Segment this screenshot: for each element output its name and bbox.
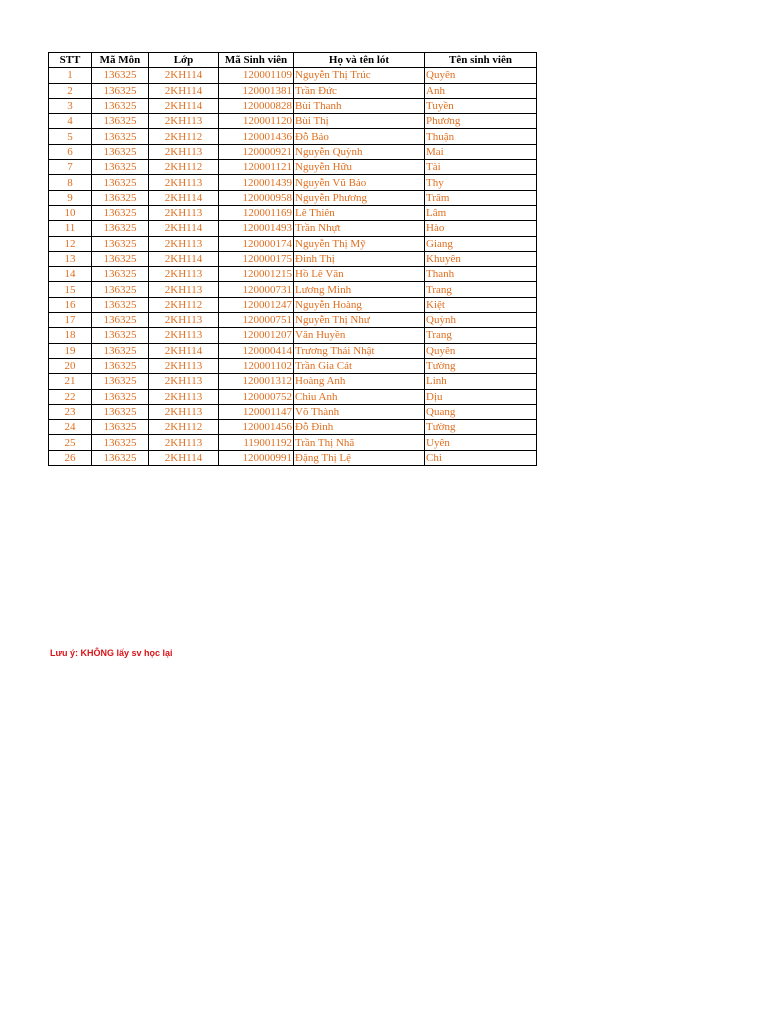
stt-cell: 2 xyxy=(49,83,92,98)
table-body xyxy=(49,68,537,466)
ho-ten-lot-cell: Chiu Anh xyxy=(294,389,425,404)
ten-sinh-vien-cell: Quang xyxy=(425,404,537,419)
header-stt: STT xyxy=(49,53,92,68)
ma-mon-cell: 136325 xyxy=(92,297,149,312)
ma-sinh-vien-cell: 120000175 xyxy=(219,251,294,266)
header-ma-mon: Mã Môn xyxy=(92,53,149,68)
table-row xyxy=(49,129,537,144)
ma-mon-cell: 136325 xyxy=(92,144,149,159)
lop-cell: 2KH113 xyxy=(149,389,219,404)
header-ten-sinh-vien: Tên sinh viên xyxy=(425,53,537,68)
lop-cell: 2KH113 xyxy=(149,144,219,159)
stt-cell: 12 xyxy=(49,236,92,251)
table-row xyxy=(49,114,537,129)
stt-cell: 25 xyxy=(49,435,92,450)
lop-cell: 2KH113 xyxy=(149,374,219,389)
ma-mon-cell: 136325 xyxy=(92,404,149,419)
header-lop: Lớp xyxy=(149,53,219,68)
ma-sinh-vien-cell: 120000731 xyxy=(219,282,294,297)
lop-cell: 2KH113 xyxy=(149,313,219,328)
ten-sinh-vien-cell: Tường xyxy=(425,420,537,435)
lop-cell: 2KH113 xyxy=(149,404,219,419)
ma-sinh-vien-cell: 120001147 xyxy=(219,404,294,419)
table-row xyxy=(49,221,537,236)
ma-sinh-vien-cell: 120001121 xyxy=(219,160,294,175)
lop-cell: 2KH114 xyxy=(149,221,219,236)
ten-sinh-vien-cell: Lâm xyxy=(425,205,537,220)
ma-sinh-vien-cell: 120001120 xyxy=(219,114,294,129)
ten-sinh-vien-cell: Tuyền xyxy=(425,98,537,113)
lop-cell: 2KH114 xyxy=(149,68,219,83)
ma-mon-cell: 136325 xyxy=(92,129,149,144)
ma-sinh-vien-cell: 120001493 xyxy=(219,221,294,236)
ma-mon-cell: 136325 xyxy=(92,98,149,113)
stt-cell: 22 xyxy=(49,389,92,404)
student-table xyxy=(48,52,537,466)
table-row xyxy=(49,205,537,220)
ma-sinh-vien-cell: 120000921 xyxy=(219,144,294,159)
stt-cell: 21 xyxy=(49,374,92,389)
stt-cell: 5 xyxy=(49,129,92,144)
ma-sinh-vien-cell: 120001381 xyxy=(219,83,294,98)
table-row xyxy=(49,404,537,419)
ten-sinh-vien-cell: Trâm xyxy=(425,190,537,205)
table-row xyxy=(49,160,537,175)
ma-mon-cell: 136325 xyxy=(92,190,149,205)
ma-mon-cell: 136325 xyxy=(92,160,149,175)
table-row xyxy=(49,190,537,205)
ten-sinh-vien-cell: Hào xyxy=(425,221,537,236)
ten-sinh-vien-cell: Tường xyxy=(425,358,537,373)
ho-ten-lot-cell: Nguyễn Quỳnh xyxy=(294,144,425,159)
ho-ten-lot-cell: Hồ Lê Văn xyxy=(294,267,425,282)
ten-sinh-vien-cell: Thy xyxy=(425,175,537,190)
stt-cell: 26 xyxy=(49,450,92,465)
lop-cell: 2KH114 xyxy=(149,190,219,205)
lop-cell: 2KH113 xyxy=(149,114,219,129)
ma-mon-cell: 136325 xyxy=(92,450,149,465)
table-row xyxy=(49,435,537,450)
stt-cell: 23 xyxy=(49,404,92,419)
ho-ten-lot-cell: Nguyễn Hữu xyxy=(294,160,425,175)
ho-ten-lot-cell: Trần Gia Cát xyxy=(294,358,425,373)
ten-sinh-vien-cell: Khuyên xyxy=(425,251,537,266)
ma-sinh-vien-cell: 120000751 xyxy=(219,313,294,328)
ho-ten-lot-cell: Bùi Thị xyxy=(294,114,425,129)
ma-sinh-vien-cell: 120001215 xyxy=(219,267,294,282)
stt-cell: 8 xyxy=(49,175,92,190)
table-row xyxy=(49,83,537,98)
table-row xyxy=(49,251,537,266)
ho-ten-lot-cell: Trần Nhựt xyxy=(294,221,425,236)
lop-cell: 2KH112 xyxy=(149,160,219,175)
ho-ten-lot-cell: Đặng Thị Lệ xyxy=(294,450,425,465)
lop-cell: 2KH114 xyxy=(149,83,219,98)
table-row xyxy=(49,450,537,465)
ho-ten-lot-cell: Hoàng Anh xyxy=(294,374,425,389)
stt-cell: 19 xyxy=(49,343,92,358)
stt-cell: 16 xyxy=(49,297,92,312)
stt-cell: 13 xyxy=(49,251,92,266)
ho-ten-lot-cell: Trương Thái Nhật xyxy=(294,343,425,358)
lop-cell: 2KH113 xyxy=(149,282,219,297)
table-row xyxy=(49,175,537,190)
header-ho-ten-lot: Họ và tên lót xyxy=(294,53,425,68)
ten-sinh-vien-cell: Chi xyxy=(425,450,537,465)
stt-cell: 17 xyxy=(49,313,92,328)
ma-sinh-vien-cell: 120000414 xyxy=(219,343,294,358)
ma-mon-cell: 136325 xyxy=(92,114,149,129)
ten-sinh-vien-cell: Mai xyxy=(425,144,537,159)
ma-sinh-vien-cell: 120001109 xyxy=(219,68,294,83)
ten-sinh-vien-cell: Quỳnh xyxy=(425,313,537,328)
ho-ten-lot-cell: Văn Huyền xyxy=(294,328,425,343)
ma-mon-cell: 136325 xyxy=(92,282,149,297)
lop-cell: 2KH113 xyxy=(149,328,219,343)
ten-sinh-vien-cell: Quyên xyxy=(425,343,537,358)
ho-ten-lot-cell: Nguyễn Thị Như xyxy=(294,313,425,328)
stt-cell: 20 xyxy=(49,358,92,373)
ma-sinh-vien-cell: 120001436 xyxy=(219,129,294,144)
ma-mon-cell: 136325 xyxy=(92,313,149,328)
ten-sinh-vien-cell: Dịu xyxy=(425,389,537,404)
ten-sinh-vien-cell: Tài xyxy=(425,160,537,175)
ma-sinh-vien-cell: 120001312 xyxy=(219,374,294,389)
ten-sinh-vien-cell: Thanh xyxy=(425,267,537,282)
ho-ten-lot-cell: Võ Thành xyxy=(294,404,425,419)
ma-sinh-vien-cell: 120001169 xyxy=(219,205,294,220)
ma-mon-cell: 136325 xyxy=(92,175,149,190)
lop-cell: 2KH114 xyxy=(149,343,219,358)
ma-mon-cell: 136325 xyxy=(92,251,149,266)
ho-ten-lot-cell: Trần Thị Nhã xyxy=(294,435,425,450)
table-row xyxy=(49,144,537,159)
ho-ten-lot-cell: Nguyễn Phương xyxy=(294,190,425,205)
ma-sinh-vien-cell: 120001207 xyxy=(219,328,294,343)
ho-ten-lot-cell: Đinh Thị xyxy=(294,251,425,266)
stt-cell: 6 xyxy=(49,144,92,159)
note-text: Lưu ý: KHÔNG lấy sv học lại xyxy=(50,648,173,658)
table-row xyxy=(49,328,537,343)
stt-cell: 1 xyxy=(49,68,92,83)
ma-mon-cell: 136325 xyxy=(92,328,149,343)
ma-sinh-vien-cell: 120001456 xyxy=(219,420,294,435)
table-row xyxy=(49,358,537,373)
table-row xyxy=(49,236,537,251)
ten-sinh-vien-cell: Giang xyxy=(425,236,537,251)
lop-cell: 2KH113 xyxy=(149,358,219,373)
ten-sinh-vien-cell: Kiệt xyxy=(425,297,537,312)
ten-sinh-vien-cell: Linh xyxy=(425,374,537,389)
ma-mon-cell: 136325 xyxy=(92,83,149,98)
stt-cell: 7 xyxy=(49,160,92,175)
lop-cell: 2KH112 xyxy=(149,297,219,312)
stt-cell: 24 xyxy=(49,420,92,435)
ho-ten-lot-cell: Đỗ Đình xyxy=(294,420,425,435)
ho-ten-lot-cell: Lương Minh xyxy=(294,282,425,297)
ma-mon-cell: 136325 xyxy=(92,205,149,220)
ma-mon-cell: 136325 xyxy=(92,267,149,282)
lop-cell: 2KH113 xyxy=(149,267,219,282)
ma-sinh-vien-cell: 120001439 xyxy=(219,175,294,190)
ho-ten-lot-cell: Đỗ Bảo xyxy=(294,129,425,144)
ho-ten-lot-cell: Bùi Thanh xyxy=(294,98,425,113)
ho-ten-lot-cell: Lê Thiên xyxy=(294,205,425,220)
table-row xyxy=(49,313,537,328)
ma-mon-cell: 136325 xyxy=(92,374,149,389)
ten-sinh-vien-cell: Trang xyxy=(425,328,537,343)
ten-sinh-vien-cell: Thuận xyxy=(425,129,537,144)
table-row xyxy=(49,374,537,389)
ma-sinh-vien-cell: 120000958 xyxy=(219,190,294,205)
ma-mon-cell: 136325 xyxy=(92,343,149,358)
table-row xyxy=(49,98,537,113)
ma-mon-cell: 136325 xyxy=(92,358,149,373)
ma-mon-cell: 136325 xyxy=(92,236,149,251)
stt-cell: 15 xyxy=(49,282,92,297)
table-row xyxy=(49,297,537,312)
ma-sinh-vien-cell: 120000752 xyxy=(219,389,294,404)
table-row xyxy=(49,343,537,358)
ho-ten-lot-cell: Nguyễn Vũ Bảo xyxy=(294,175,425,190)
stt-cell: 11 xyxy=(49,221,92,236)
ho-ten-lot-cell: Trần Đức xyxy=(294,83,425,98)
ma-mon-cell: 136325 xyxy=(92,68,149,83)
stt-cell: 9 xyxy=(49,190,92,205)
stt-cell: 3 xyxy=(49,98,92,113)
ma-sinh-vien-cell: 120000174 xyxy=(219,236,294,251)
ma-sinh-vien-cell: 120000991 xyxy=(219,450,294,465)
stt-cell: 4 xyxy=(49,114,92,129)
lop-cell: 2KH114 xyxy=(149,450,219,465)
ma-sinh-vien-cell: 120000828 xyxy=(219,98,294,113)
stt-cell: 10 xyxy=(49,205,92,220)
lop-cell: 2KH112 xyxy=(149,129,219,144)
ten-sinh-vien-cell: Uyên xyxy=(425,435,537,450)
ten-sinh-vien-cell: Quyên xyxy=(425,68,537,83)
lop-cell: 2KH114 xyxy=(149,98,219,113)
ho-ten-lot-cell: Nguyễn Hoàng xyxy=(294,297,425,312)
ten-sinh-vien-cell: Anh xyxy=(425,83,537,98)
table-row xyxy=(49,267,537,282)
table-row xyxy=(49,420,537,435)
lop-cell: 2KH113 xyxy=(149,205,219,220)
lop-cell: 2KH114 xyxy=(149,251,219,266)
ma-mon-cell: 136325 xyxy=(92,420,149,435)
ma-mon-cell: 136325 xyxy=(92,221,149,236)
ho-ten-lot-cell: Nguyễn Thị Mỹ xyxy=(294,236,425,251)
lop-cell: 2KH113 xyxy=(149,175,219,190)
table-row xyxy=(49,389,537,404)
table-row xyxy=(49,282,537,297)
ten-sinh-vien-cell: Phương xyxy=(425,114,537,129)
lop-cell: 2KH112 xyxy=(149,420,219,435)
header-row xyxy=(49,53,537,68)
ma-mon-cell: 136325 xyxy=(92,435,149,450)
table-row xyxy=(49,68,537,83)
lop-cell: 2KH113 xyxy=(149,236,219,251)
ma-sinh-vien-cell: 120001247 xyxy=(219,297,294,312)
ho-ten-lot-cell: Nguyễn Thị Trúc xyxy=(294,68,425,83)
lop-cell: 2KH113 xyxy=(149,435,219,450)
ma-sinh-vien-cell: 120001102 xyxy=(219,358,294,373)
ma-sinh-vien-cell: 119001192 xyxy=(219,435,294,450)
stt-cell: 14 xyxy=(49,267,92,282)
ten-sinh-vien-cell: Trang xyxy=(425,282,537,297)
header-ma-sinh-vien: Mã Sinh viên xyxy=(219,53,294,68)
stt-cell: 18 xyxy=(49,328,92,343)
ma-mon-cell: 136325 xyxy=(92,389,149,404)
